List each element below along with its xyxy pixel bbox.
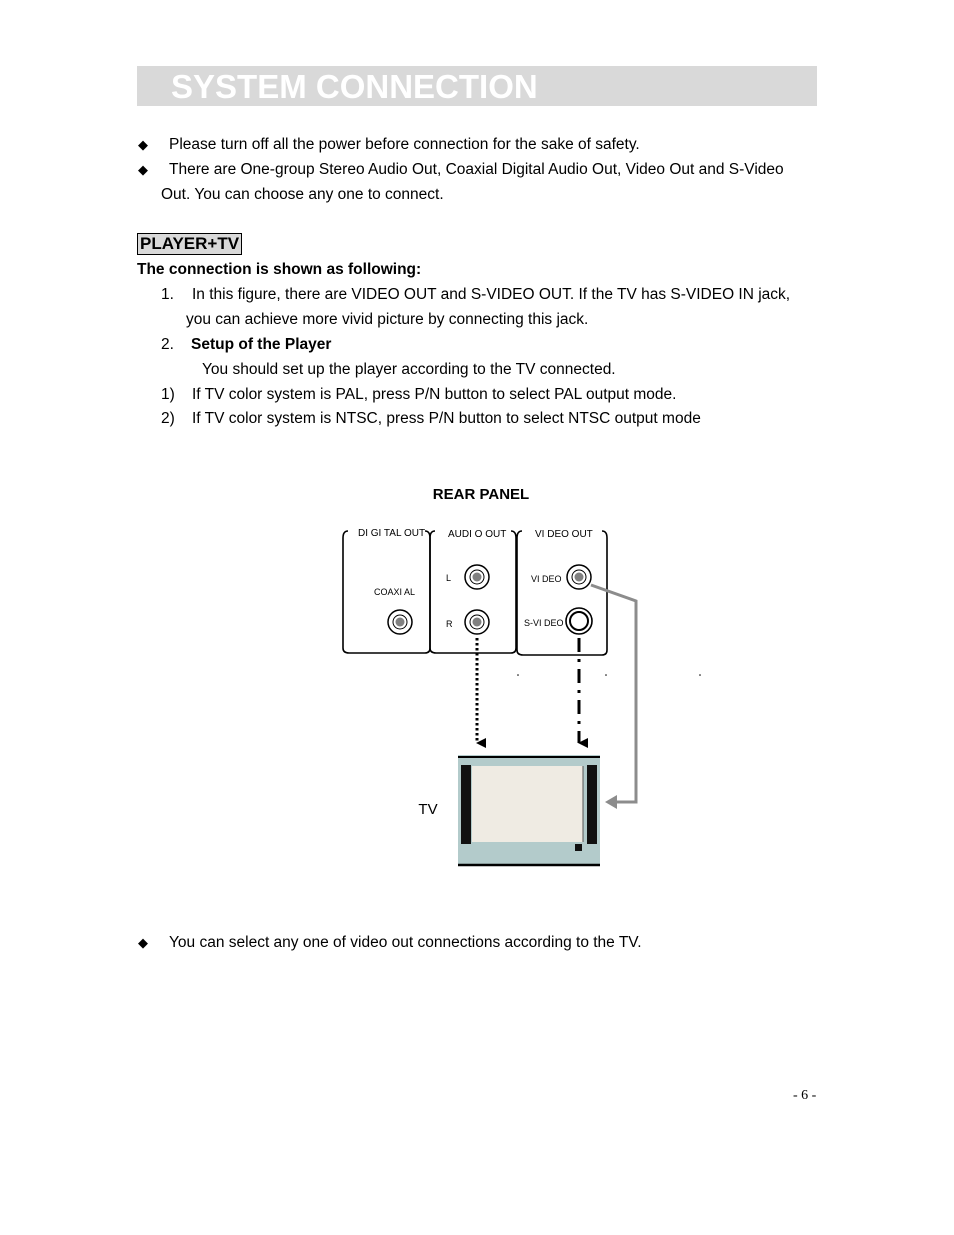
item-2-description: You should set up the player according to the TV connected.: [202, 361, 616, 378]
s-video-label: S-VI DEO: [524, 618, 564, 628]
section-subheading: The connection is shown as following:: [137, 261, 422, 278]
tv-label: TV: [418, 801, 438, 818]
title-bar: [137, 66, 817, 106]
video-out-label: VI DEO OUT: [535, 529, 593, 540]
video-cable: [591, 585, 636, 802]
coaxial-jack: [388, 610, 412, 634]
sub-item-1-number: 1): [161, 386, 175, 403]
s-video-jack: [566, 608, 592, 634]
bullet-icon: ◆: [138, 137, 148, 152]
sub-item-1: If TV color system is PAL, press P/N button to select PAL output mode.: [192, 386, 677, 403]
section-heading: PLAYER+TV: [137, 233, 242, 255]
digital-out-label: DI GI TAL OUT: [358, 528, 426, 539]
audio-right-jack: [465, 610, 489, 634]
video-label: VI DEO: [531, 574, 562, 584]
item-1-line-1: In this figure, there are VIDEO OUT and S-VIDEO OUT. If the TV has S-VIDEO IN jack,: [192, 286, 791, 303]
item-1-line-2: you can achieve more vivid picture by connecting this jack.: [186, 311, 589, 328]
bullet-icon: ◆: [138, 162, 148, 177]
sub-item-2: If TV color system is NTSC, press P/N button to select NTSC output mode: [192, 410, 701, 427]
audio-left-jack: [465, 565, 489, 589]
sub-item-2-number: 2): [161, 410, 175, 427]
left-channel-label: L: [446, 573, 452, 583]
item-1-number: 1.: [161, 286, 174, 303]
item-2-title: Setup of the Player: [191, 336, 332, 353]
video-jack: [567, 565, 591, 589]
intro-bullet-1: Please turn off all the power before connection for the sake of safety.: [169, 136, 640, 153]
video-out-panel: [517, 531, 607, 655]
item-2-number: 2.: [161, 336, 174, 353]
intro-bullet-2-line-2: Out. You can choose any one to connect.: [161, 186, 444, 203]
diagram-caption: REAR PANEL: [432, 486, 530, 503]
audio-out-label: AUDI O OUT: [448, 529, 507, 540]
page-title: SYSTEM CONNECTION: [171, 68, 538, 105]
coaxial-label: COAXI AL: [374, 587, 416, 597]
audio-out-panel: [430, 531, 516, 653]
page-number: - 6 -: [793, 1088, 817, 1103]
intro-bullet-2-line-1: There are One-group Stereo Audio Out, Coaxial Digital Audio Out, Video Out and S-Video: [169, 161, 784, 178]
footer-note: You can select any one of video out connections according to the TV.: [169, 934, 642, 951]
bullet-icon: ◆: [138, 935, 148, 950]
digital-out-panel: [343, 531, 430, 653]
video-cable-arrow-icon: [605, 795, 617, 809]
right-channel-label: R: [446, 619, 453, 629]
tv-icon: [458, 755, 600, 866]
